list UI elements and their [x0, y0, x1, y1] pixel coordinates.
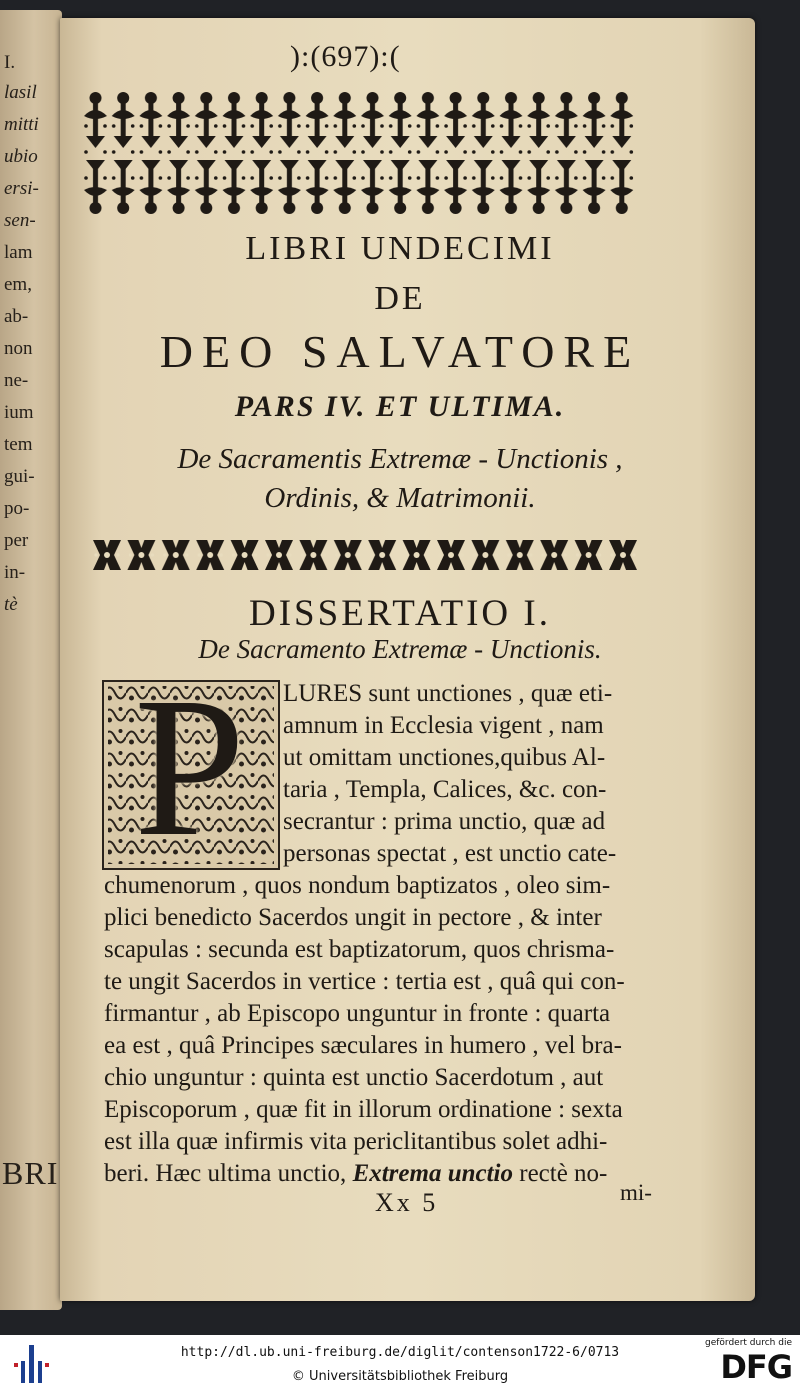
- body-line: ut omittam unctiones,quibus Al-: [283, 744, 606, 771]
- left-page-fragment: gui-: [4, 466, 35, 487]
- dissertation-title: DISSERTATIO I.: [249, 593, 551, 634]
- left-page-fragment: tem: [4, 434, 33, 455]
- left-page-fragment: ium: [4, 402, 34, 423]
- footer-url[interactable]: http://dl.ub.uni-freiburg.de/diglit/contenson1722-6/0713: [180, 1345, 620, 1360]
- left-page-fragment: non: [4, 338, 33, 359]
- body-line: personas spectat , est unctio cate-: [283, 840, 617, 867]
- left-page-fragment: sen-: [4, 210, 36, 231]
- body-line: taria , Templa, Calices, &c. con-: [283, 776, 607, 803]
- body-line: te ungit Sacerdos in vertice : tertia est , quâ qui con-: [104, 968, 625, 995]
- left-page-fragment: lam: [4, 242, 33, 263]
- body-line: est illa quæ infirmis vita periclitantibus solet adhi-: [104, 1128, 608, 1155]
- dfg-logo: DFG: [720, 1348, 792, 1386]
- signature-mark: Xx 5: [375, 1188, 439, 1217]
- left-page-fragment: ubio: [4, 146, 38, 167]
- left-page-fragment: ersi-: [4, 178, 39, 199]
- body-line: ea est , quâ Principes sæculares in humero , vel bra-: [104, 1032, 622, 1059]
- last-line-after: rectè no-: [513, 1160, 608, 1187]
- footer-bar: [0, 1335, 800, 1391]
- title-libri-undecimi: LIBRI UNDECIMI: [245, 230, 555, 267]
- body-line: plici benedicto Sacerdos ungit in pectore , & inter: [104, 904, 602, 931]
- left-page-fragment: ne-: [4, 370, 29, 391]
- left-page-fragment: em,: [4, 274, 32, 295]
- title-subject-line-1: De Sacramentis Extremæ - Unctionis ,: [177, 443, 623, 475]
- left-page-fragment: lasil: [4, 82, 37, 103]
- body-line: chio unguntur : quinta est unctio Sacerdotum , aut: [104, 1064, 604, 1091]
- ornament-band-middle: [90, 534, 640, 576]
- body-line: Episcoporum , quæ fit in illorum ordinatione : sexta: [104, 1096, 623, 1123]
- title-deo-salvatore: DEO SALVATORE: [159, 326, 641, 377]
- body-line: LURES sunt unctiones , quæ eti-: [283, 680, 613, 707]
- body-line: chumenorum , quos nondum baptizatos , oleo sim-: [104, 872, 611, 899]
- left-page-bottom-word: BRI: [2, 1155, 59, 1191]
- dissertation-subtitle: De Sacramento Extremæ - Unctionis.: [198, 634, 602, 664]
- title-de: DE: [374, 280, 426, 317]
- footer-copyright: © Universitätsbibliothek Freiburg: [291, 1369, 509, 1384]
- left-page-fragment: I.: [4, 52, 16, 73]
- left-page-fragment: mitti: [4, 114, 39, 135]
- body-line: secrantur : prima unctio, quæ ad: [283, 808, 606, 835]
- initial-letter: P: [134, 657, 246, 878]
- catchword: mi-: [620, 1180, 652, 1205]
- fleuron-band-top: [82, 90, 637, 216]
- title-subject-line-2: Ordinis, & Matrimonii.: [264, 482, 536, 514]
- body-line-last: [104, 1160, 607, 1188]
- left-page-fragment: in-: [4, 562, 26, 583]
- decorated-initial: [102, 657, 280, 878]
- left-page-fragment: ab-: [4, 306, 29, 327]
- last-line-before: beri. Hæc ultima unctio,: [104, 1160, 353, 1187]
- sponsor-note: gefördert durch die: [705, 1338, 792, 1348]
- last-line-emphasis: Extrema unctio: [352, 1160, 513, 1187]
- title-pars-iv: PARS IV. ET ULTIMA.: [234, 390, 566, 423]
- page-number-header: ):(697):(: [290, 40, 401, 73]
- left-page-fragment: tè: [4, 594, 18, 615]
- left-page-fragment: per: [4, 530, 29, 551]
- left-page-fragment: po-: [4, 498, 30, 519]
- body-line: firmantur , ab Episcopo unguntur in fronte : quarta: [104, 1000, 611, 1027]
- body-line: amnum in Ecclesia vigent , nam: [283, 712, 604, 739]
- body-line: scapulas : secunda est baptizatorum, quos chrisma-: [104, 936, 615, 963]
